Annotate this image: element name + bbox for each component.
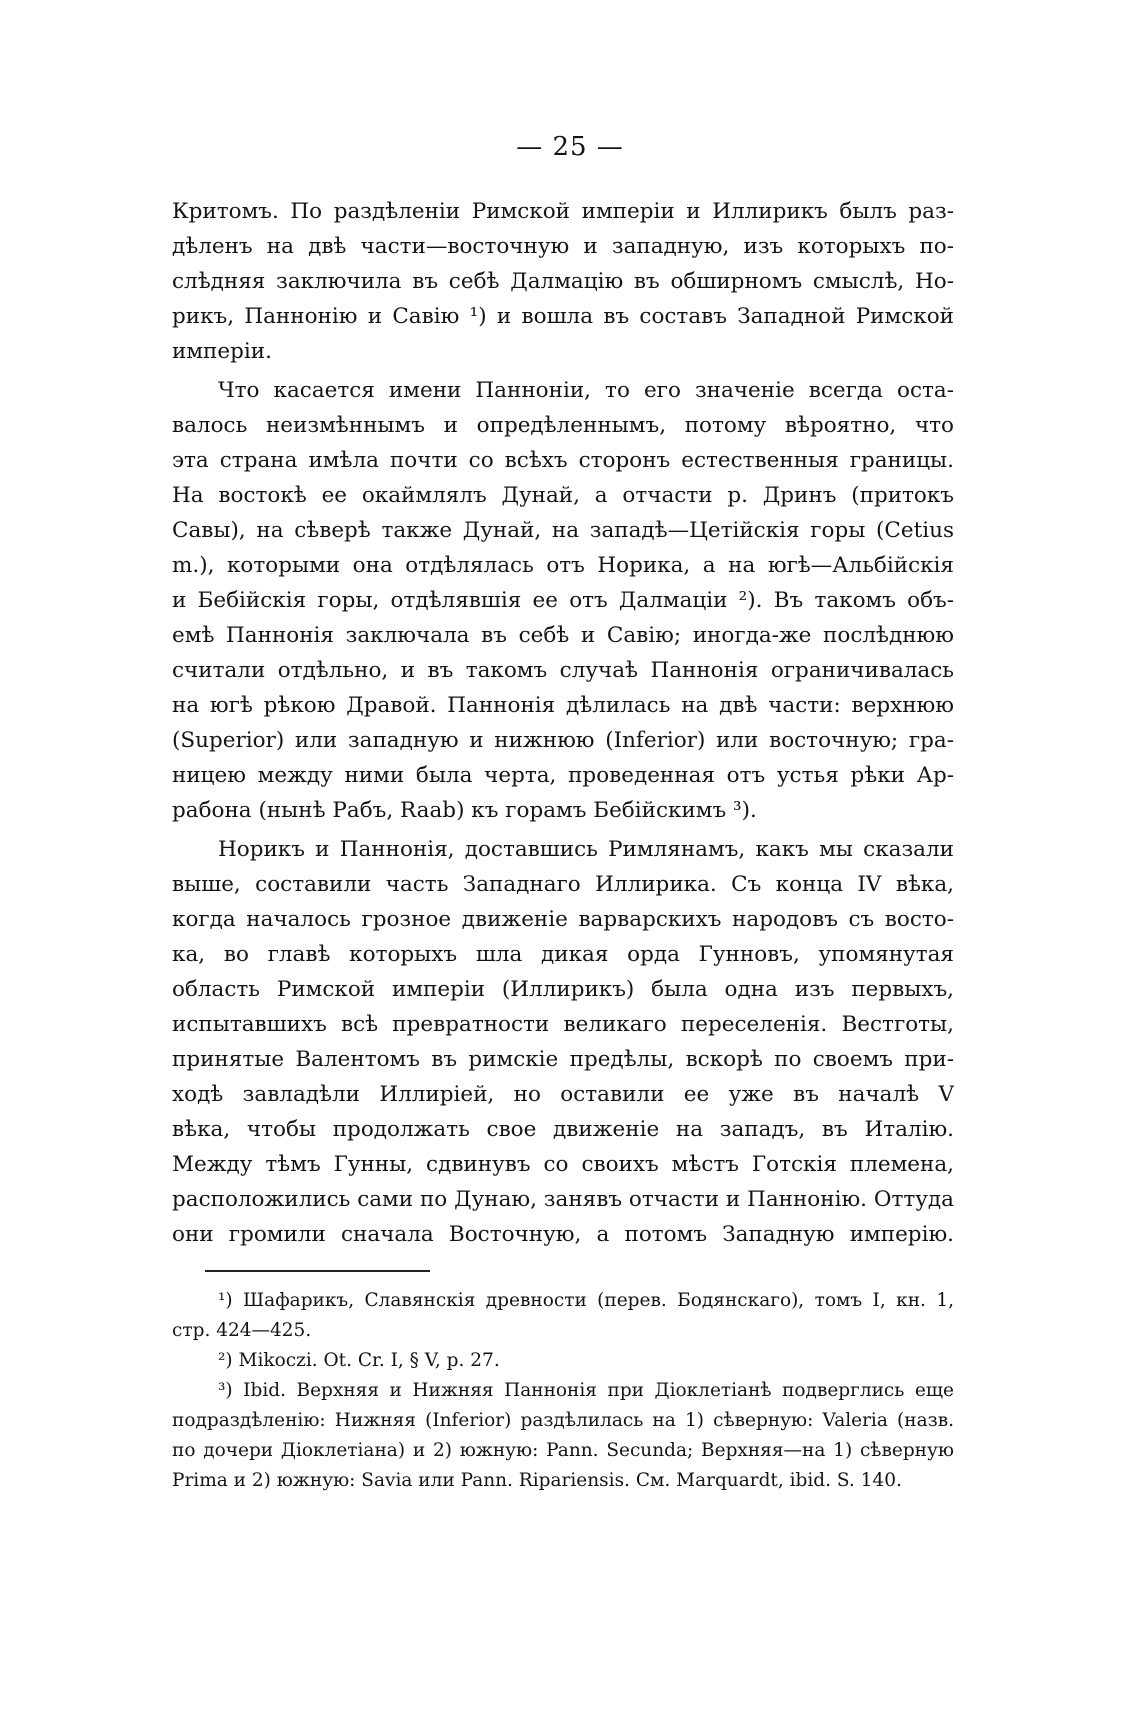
paragraph-1 — [172, 194, 954, 369]
text-line: Норикъ и Паннонія, доставшись Римлянамъ, какъ мы сказали — [218, 837, 954, 862]
text-line: принятые Валентомъ въ римскіе предѣлы, вскорѣ по своемъ при- — [172, 1047, 954, 1072]
text-line: ка, во главѣ которыхъ шла дикая орда Гунновъ, упомянутая — [172, 942, 954, 967]
footnote-line: ¹) Шафарикъ, Славянскія древности (перев. Бодянскаго), томъ I, кн. 1, — [218, 1290, 954, 1311]
page-number: — 25 — — [516, 132, 624, 162]
text-line: испытавшихъ всѣ превратности великаго переселенія. Вестготы, — [172, 1012, 954, 1037]
text-line: ходѣ завладѣли Иллиріей, но оставили ее уже въ началѣ V — [172, 1082, 954, 1107]
text-line: считали отдѣльно, и въ такомъ случаѣ Паннонія ограничивалась — [172, 658, 954, 683]
main-text — [172, 194, 954, 1252]
text-line: (Superior) или западную и нижнюю (Inferior) или восточную; гра- — [172, 728, 954, 753]
text-line: они громили сначала Восточную, а потомъ Западную имперію. — [172, 1222, 954, 1247]
text-line: расположились сами по Дунаю, занявъ отчасти и Паннонію. Оттуда — [172, 1187, 954, 1212]
text-line: на югѣ рѣкою Дравой. Паннонія дѣлилась на двѣ части: верхнюю — [172, 693, 954, 718]
text-line: рикъ, Паннонію и Савію ¹) и вошла въ составъ Западной Римской — [172, 304, 954, 329]
footnote-2 — [172, 1346, 954, 1376]
footnote-3 — [172, 1376, 954, 1496]
text-line: Что касается имени Панноніи, то его значеніе всегда оста- — [218, 378, 954, 403]
text-line: Между тѣмъ Гунны, сдвинувъ со своихъ мѣстъ Готскія племена, — [172, 1152, 954, 1177]
footnote-1 — [172, 1286, 954, 1346]
text-line: Критомъ. По раздѣленіи Римской имперіи и Иллирикъ былъ раз- — [172, 199, 954, 224]
paragraph-2 — [172, 373, 954, 828]
text-line: вѣка, чтобы продолжать свое движеніе на западъ, въ Италію. — [172, 1117, 954, 1142]
text-line: дѣленъ на двѣ части—восточную и западную, изъ которыхъ по- — [172, 234, 954, 259]
text-line: когда началось грозное движеніе варварскихъ народовъ съ восто- — [172, 907, 954, 932]
text-line: выше, составили часть Западнаго Иллирика. Съ конца IV вѣка, — [172, 872, 954, 897]
footnote-line: ³) Ibid. Верхняя и Нижняя Паннонія при Діоклетіанѣ подверглись еще — [218, 1380, 954, 1401]
text-line: и Бебійскія горы, отдѣлявшія ее отъ Далмаціи ²). Въ такомъ объ- — [172, 588, 954, 613]
text-line: валось неизмѣннымъ и опредѣленнымъ, потому вѣроятно, что — [172, 413, 954, 438]
text-line: емѣ Паннонія заключала въ себѣ и Савію; иногда-же послѣднюю — [172, 623, 954, 648]
footnote-line: по дочери Діоклетіана) и 2) южную: Pann. Secunda; Верхняя—на 1) сѣверную — [172, 1440, 954, 1461]
paragraph-3 — [172, 832, 954, 1252]
text-line: имперіи. — [172, 339, 272, 364]
text-line: слѣдняя заключила въ себѣ Далмацію въ обширномъ смыслѣ, Но- — [172, 269, 954, 294]
text-line: Савы), на сѣверѣ также Дунай, на западѣ—Цетійскія горы (Cetius — [172, 518, 954, 543]
footnote-line: Prima и 2) южную: Savia или Pann. Ripariensis. См. Marquardt, ibid. S. 140. — [172, 1470, 902, 1491]
footnote-line: подраздѣленію: Нижняя (Inferior) раздѣлилась на 1) сѣверную: Valeria (назв. — [172, 1410, 954, 1431]
footnote-separator — [205, 1270, 430, 1272]
text-line: область Римской имперіи (Иллирикъ) была одна изъ первыхъ, — [172, 977, 954, 1002]
text-line: m.), которыми она отдѣлялась отъ Норика, а на югѣ—Альбійскія — [172, 553, 954, 578]
text-line: рабона (нынѣ Рабъ, Raab) къ горамъ Бебійскимъ ³). — [172, 798, 757, 823]
footnote-line: стр. 424—425. — [172, 1320, 312, 1341]
text-line: эта страна имѣла почти со всѣхъ сторонъ естественныя границы. — [172, 448, 954, 473]
footnote-line: ²) Mikoczi. Ot. Cr. I, § V, p. 27. — [218, 1350, 500, 1371]
text-line: ницею между ними была черта, проведенная отъ устья рѣки Ар- — [172, 763, 954, 788]
text-line: На востокѣ ее окаймлялъ Дунай, а отчасти р. Дринъ (притокъ — [172, 483, 954, 508]
footnotes — [172, 1286, 954, 1496]
